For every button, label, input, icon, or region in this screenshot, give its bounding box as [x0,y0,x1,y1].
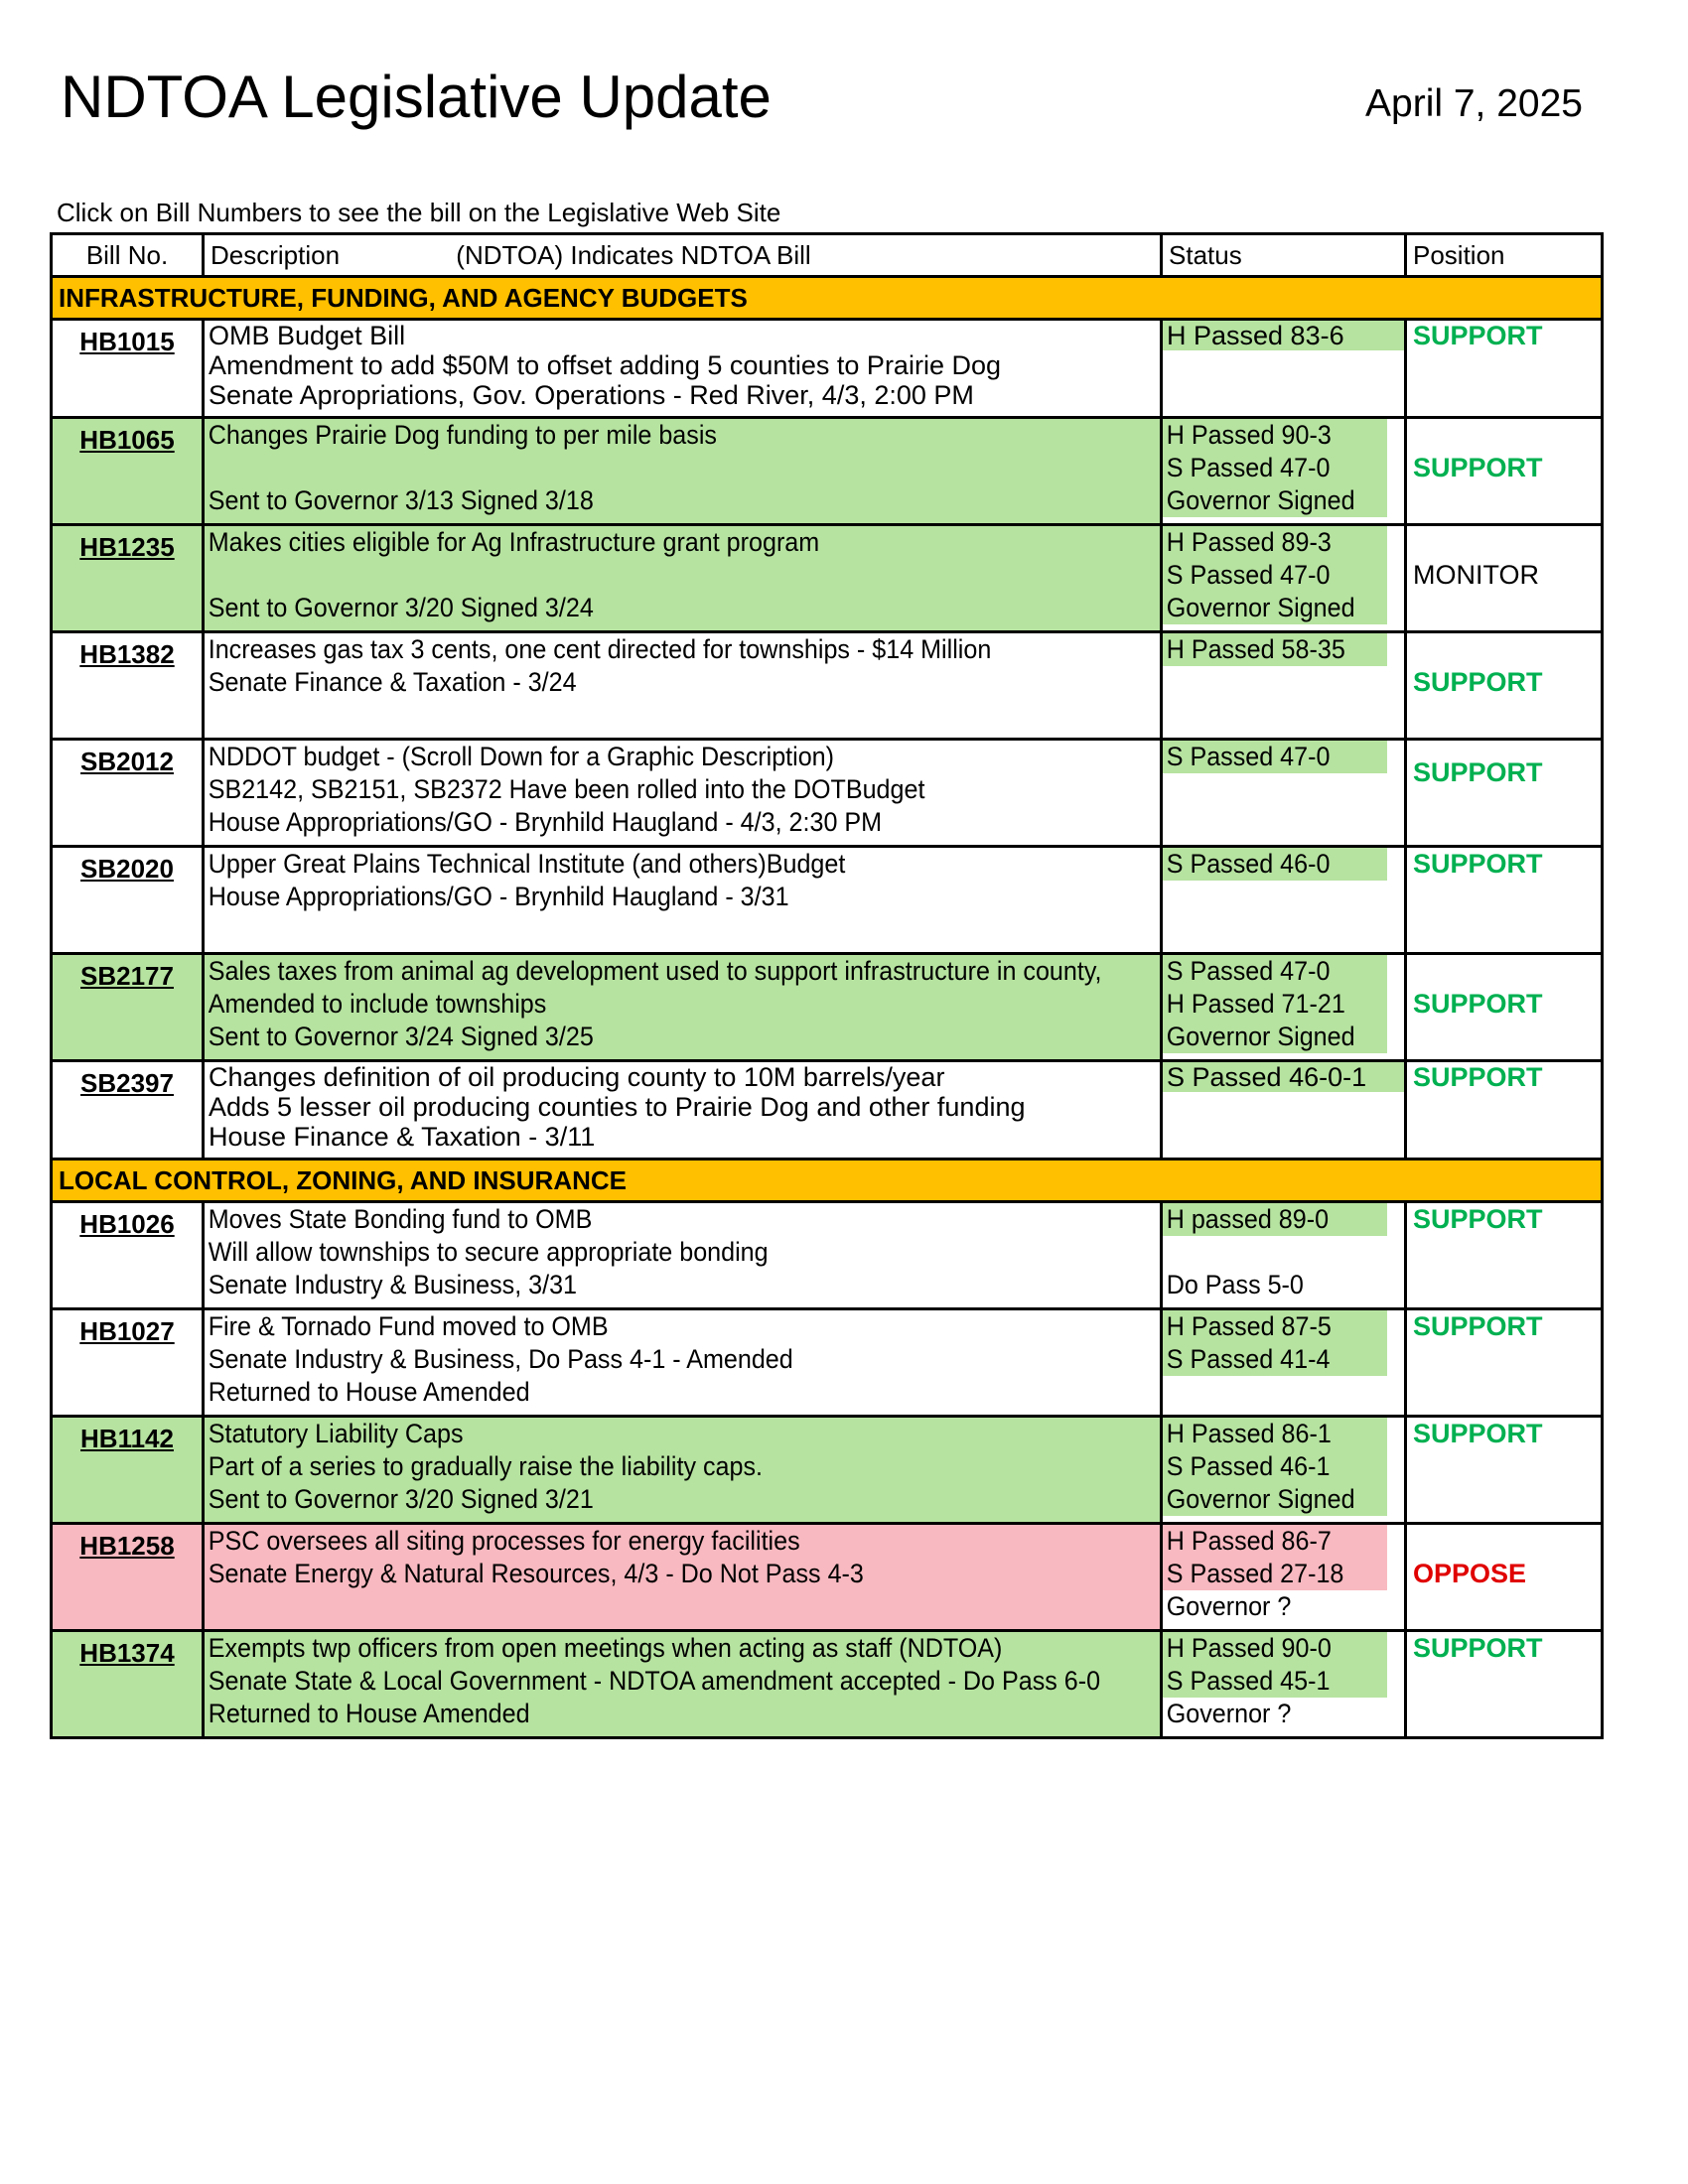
bill-no-header: Bill No. [52,234,204,277]
position-label: SUPPORT [1413,1419,1543,1448]
status-cell [1162,1061,1406,1160]
description-cell [204,954,1162,1061]
update-date: April 7, 2025 [1365,82,1583,125]
description-line: Fire & Tornado Fund moved to OMB [208,1311,609,1341]
description-line: Increases gas tax 3 cents, one cent directed for townships - $14 Million [208,634,992,664]
description-header [204,234,1162,277]
status-line: Governor Signed [1163,484,1387,517]
position-header: Position [1406,234,1603,277]
bills-table [50,232,1604,1739]
position-label: SUPPORT [1413,1311,1543,1341]
page-title: NDTOA Legislative Update [61,64,772,130]
bill-number-cell [52,1202,204,1309]
position-cell [1406,847,1603,954]
status-line: S Passed 41-4 [1163,1343,1387,1376]
status-line [1163,699,1387,732]
position-label: SUPPORT [1413,849,1543,879]
description-line: Exempts twp officers from open meetings when acting as staff (NDTOA) [208,1633,1003,1663]
status-cell [1162,632,1406,740]
section-title: LOCAL CONTROL, ZONING, AND INSURANCE [52,1160,1603,1202]
status-line: S Passed 46-0 [1163,848,1387,881]
position-cell [1406,1417,1603,1524]
description-line: Sales taxes from animal ag development used to support infrastructure in county, [208,956,1102,986]
description-cell [204,632,1162,740]
position-label: SUPPORT [1413,1633,1543,1663]
position-cell [1406,1061,1603,1160]
bill-row [52,1202,1603,1309]
status-cell [1162,1309,1406,1417]
bill-row [52,1524,1603,1631]
bill-number-link[interactable]: SB2012 [80,747,174,776]
bill-row [52,954,1603,1061]
status-cell [1162,1631,1406,1738]
description-cell [204,320,1162,418]
status-line: H Passed 89-3 [1163,526,1387,559]
position-label: OPPOSE [1413,1559,1527,1588]
status-line [1163,1236,1387,1269]
status-header: Status [1162,234,1406,277]
status-line: H Passed 90-3 [1163,419,1387,452]
bill-number-link[interactable]: SB2177 [80,961,174,991]
status-line: H Passed 86-1 [1163,1418,1387,1450]
position-label: MONITOR [1413,560,1539,590]
bill-number-cell [52,847,204,954]
status-line: S Passed 27-18 [1163,1558,1387,1590]
status-line: S Passed 47-0 [1163,741,1387,773]
status-cell [1162,1417,1406,1524]
position-cell [1406,954,1603,1061]
description-line [205,699,1093,732]
status-line: H Passed 83-6 [1163,321,1404,350]
status-cell [1162,954,1406,1061]
description-line: Makes cities eligible for Ag Infrastructure grant program [208,527,820,557]
bill-number-cell [52,320,204,418]
status-line: H passed 89-0 [1163,1203,1387,1236]
bill-number-link[interactable]: HB1258 [79,1531,175,1561]
bill-number-link[interactable]: HB1374 [79,1638,175,1668]
status-line [1163,913,1387,946]
description-line: Moves State Bonding fund to OMB [208,1204,593,1234]
position-cell [1406,525,1603,632]
status-cell [1162,1202,1406,1309]
status-line [1163,1376,1387,1409]
description-line: Sent to Governor 3/13 Signed 3/18 [208,485,594,515]
bill-number-link[interactable]: HB1015 [79,327,175,356]
bill-number-link[interactable]: HB1065 [79,425,175,455]
description-line: Senate State & Local Government - NDTOA amendment accepted - Do Pass 6-0 [208,1666,1101,1696]
bill-row [52,632,1603,740]
description-line: Amendment to add $50M to offset adding 5 counties to Prairie Dog [209,350,1001,380]
bill-row [52,1417,1603,1524]
bill-row [52,740,1603,847]
status-line: Do Pass 5-0 [1163,1269,1387,1301]
description-line: Senate Industry & Business, 3/31 [208,1270,578,1299]
description-cell [204,525,1162,632]
status-line: S Passed 45-1 [1163,1665,1387,1698]
description-line: Adds 5 lesser oil producing counties to Prairie Dog and other funding [209,1092,1026,1122]
status-cell [1162,740,1406,847]
position-label: SUPPORT [1413,989,1543,1019]
description-line [205,452,1093,484]
bill-number-cell [52,1524,204,1631]
position-cell [1406,740,1603,847]
bill-row [52,847,1603,954]
description-cell [204,1631,1162,1738]
status-line: H Passed 90-0 [1163,1632,1387,1665]
description-line: Part of a series to gradually raise the liability caps. [208,1451,763,1481]
status-line: S Passed 47-0 [1163,559,1387,592]
status-line: Governor Signed [1163,592,1387,624]
description-cell [204,1202,1162,1309]
status-cell [1162,418,1406,525]
description-line: Sent to Governor 3/24 Signed 3/25 [208,1022,594,1051]
status-line [1163,380,1404,410]
position-cell [1406,1309,1603,1417]
description-line [205,913,1093,946]
position-cell [1406,1202,1603,1309]
bill-number-link[interactable]: HB1026 [79,1209,175,1239]
description-cell [204,418,1162,525]
bill-number-link[interactable]: HB1235 [79,532,175,562]
bill-number-cell [52,740,204,847]
status-line [1163,666,1387,699]
position-cell [1406,1631,1603,1738]
status-line: S Passed 46-0-1 [1163,1062,1404,1092]
position-cell [1406,632,1603,740]
bill-number-cell [52,1309,204,1417]
description-line: Sent to Governor 3/20 Signed 3/24 [208,593,594,622]
description-line: SB2142, SB2151, SB2372 Have been rolled into the DOTBudget [208,774,925,804]
bill-number-cell [52,954,204,1061]
description-cell [204,1061,1162,1160]
bill-number-link[interactable]: HB1027 [79,1316,175,1346]
status-line: H Passed 87-5 [1163,1310,1387,1343]
bill-number-cell [52,632,204,740]
bill-row [52,320,1603,418]
description-line [205,559,1093,592]
status-line [1163,1092,1404,1122]
section-header-row [52,277,1603,320]
description-line: Returned to House Amended [208,1377,530,1407]
bill-row [52,418,1603,525]
status-line [1163,1122,1404,1152]
status-line: H Passed 71-21 [1163,988,1387,1021]
description-line: Senate Energy & Natural Resources, 4/3 - Do Not Pass 4-3 [208,1559,864,1588]
description-line: Changes definition of oil producing county to 10M barrels/year [209,1062,945,1092]
description-line: Statutory Liability Caps [208,1419,464,1448]
description-line: House Appropriations/GO - Brynhild Haugland - 4/3, 2:30 PM [208,807,883,837]
description-line: House Finance & Taxation - 3/11 [209,1122,596,1152]
bill-number-link[interactable]: SB2020 [80,854,174,884]
table-header-row [52,234,1603,277]
description-line: Changes Prairie Dog funding to per mile basis [208,420,717,450]
status-cell [1162,847,1406,954]
bill-row [52,1309,1603,1417]
bill-number-cell [52,525,204,632]
description-line: Sent to Governor 3/20 Signed 3/21 [208,1484,594,1514]
status-cell [1162,525,1406,632]
description-line: NDDOT budget - (Scroll Down for a Graphic Description) [208,742,835,771]
description-cell [204,847,1162,954]
bill-number-cell [52,1061,204,1160]
position-cell [1406,418,1603,525]
status-line [1163,806,1387,839]
position-label: SUPPORT [1413,1062,1543,1092]
bill-row [52,1061,1603,1160]
bill-number-link[interactable]: HB1382 [79,639,175,669]
description-cell [204,1417,1162,1524]
status-line: S Passed 47-0 [1163,955,1387,988]
description-line: Senate Apropriations, Gov. Operations - Red River, 4/3, 2:00 PM [209,380,974,410]
bill-number-cell [52,1631,204,1738]
description-line [205,1590,1093,1623]
section-header-row [52,1160,1603,1202]
position-label: SUPPORT [1413,321,1543,350]
description-line: Senate Finance & Taxation - 3/24 [208,667,577,697]
status-line: Governor Signed [1163,1021,1387,1053]
position-label: SUPPORT [1413,667,1543,697]
status-cell [1162,1524,1406,1631]
bill-number-cell [52,418,204,525]
bill-number-cell [52,1417,204,1524]
bill-number-link[interactable]: SB2397 [80,1068,174,1098]
description-header-label: Description [211,239,341,270]
status-line [1163,350,1404,380]
bill-number-link[interactable]: HB1142 [80,1424,174,1453]
status-line: Governor ? [1163,1698,1387,1730]
description-line: Upper Great Plains Technical Institute (and others)Budget [208,849,846,879]
status-line: Governor ? [1163,1590,1387,1623]
description-cell [204,740,1162,847]
status-line [1163,773,1387,806]
bill-row [52,1631,1603,1738]
position-label: SUPPORT [1413,757,1543,787]
position-label: SUPPORT [1413,453,1543,482]
description-cell [204,1524,1162,1631]
description-line: PSC oversees all siting processes for energy facilities [208,1526,800,1556]
position-cell [1406,320,1603,418]
section-title: INFRASTRUCTURE, FUNDING, AND AGENCY BUDGETS [52,277,1603,320]
ndtoa-note: (NDTOA) Indicates NDTOA Bill [456,239,811,270]
description-line: Amended to include townships [208,989,547,1019]
position-cell [1406,1524,1603,1631]
description-cell [204,1309,1162,1417]
status-line: S Passed 46-1 [1163,1450,1387,1483]
status-cell [1162,320,1406,418]
status-line [1163,881,1387,913]
instruction-text: Click on Bill Numbers to see the bill on the Legislative Web Site [57,198,781,227]
status-line: H Passed 58-35 [1163,633,1387,666]
bill-row [52,525,1603,632]
description-line: Will allow townships to secure appropriate bonding [208,1237,769,1267]
position-label: SUPPORT [1413,1204,1543,1234]
status-line: Governor Signed [1163,1483,1387,1516]
description-line: Senate Industry & Business, Do Pass 4-1 - Amended [208,1344,793,1374]
status-line: S Passed 47-0 [1163,452,1387,484]
description-line: House Appropriations/GO - Brynhild Haugland - 3/31 [208,882,789,911]
status-line: H Passed 86-7 [1163,1525,1387,1558]
description-line: Returned to House Amended [208,1699,530,1728]
description-line: OMB Budget Bill [209,321,406,350]
